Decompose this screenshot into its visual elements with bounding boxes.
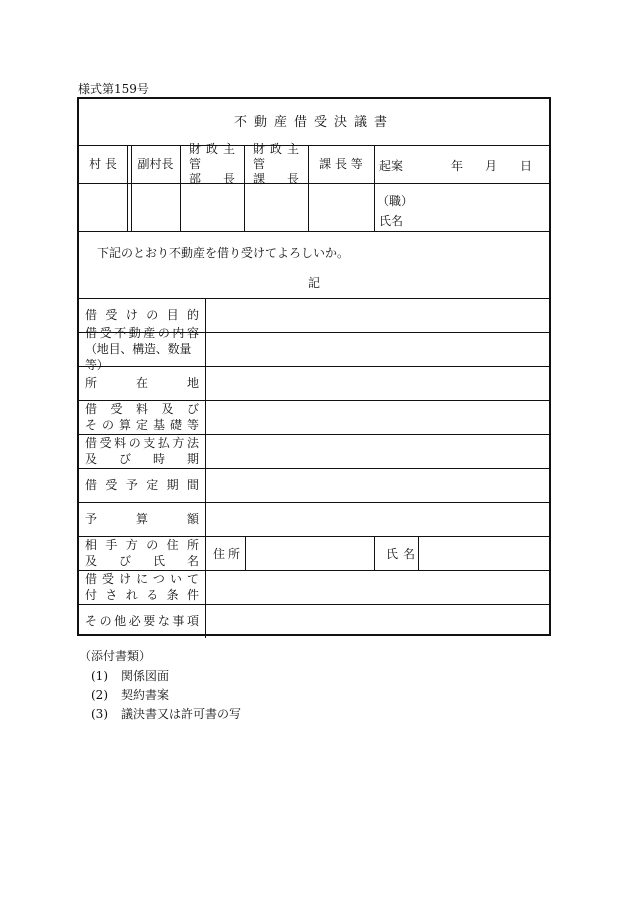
approval-col-line bbox=[374, 145, 375, 231]
attachment-item bbox=[79, 707, 241, 721]
lead-section bbox=[79, 231, 549, 299]
row-property-content bbox=[79, 326, 549, 372]
kian-month-label: 月 bbox=[485, 159, 498, 173]
row-rent-basis bbox=[79, 400, 549, 435]
row-label bbox=[79, 400, 206, 434]
header-finance-dept-line2: 部 長 bbox=[189, 171, 235, 186]
row-label-line: 所在地 bbox=[85, 376, 199, 390]
row-label-line: その算定基礎等 bbox=[85, 418, 199, 432]
row-value-field[interactable] bbox=[206, 400, 549, 434]
row-budget bbox=[79, 502, 549, 537]
header-deputy-village-head-label: 副村長 bbox=[137, 156, 174, 171]
header-village-head bbox=[79, 145, 127, 183]
row-label bbox=[79, 366, 206, 400]
row-counterparty bbox=[79, 536, 549, 571]
header-finance-dept-head bbox=[180, 141, 244, 186]
row-label bbox=[79, 604, 206, 638]
row-label bbox=[79, 570, 206, 604]
lead-text: 下記のとおり不動産を借り受けてよろしいか。 bbox=[97, 246, 350, 260]
attachment-number: (2) bbox=[91, 688, 108, 702]
row-value-field[interactable] bbox=[206, 332, 549, 366]
row-value-field[interactable] bbox=[206, 298, 549, 332]
detail-rows bbox=[79, 298, 549, 634]
counterparty-value bbox=[206, 536, 549, 570]
header-village-head-label: 村 長 bbox=[89, 156, 117, 171]
attachments-title: （添付書類） bbox=[79, 649, 152, 663]
approval-col-line bbox=[127, 145, 128, 231]
attachment-number: (1) bbox=[91, 669, 108, 683]
row-label-line: その他必要な事項 bbox=[85, 614, 199, 628]
row-conditions bbox=[79, 570, 549, 605]
attachment-number: (3) bbox=[91, 707, 108, 721]
header-section-heads bbox=[308, 145, 374, 183]
counterparty-name-label: 氏名 bbox=[386, 547, 421, 561]
row-value-field[interactable] bbox=[206, 570, 549, 604]
row-label-line: 及び時期 bbox=[85, 452, 199, 466]
approval-section bbox=[79, 141, 549, 232]
row-value-field[interactable] bbox=[206, 502, 549, 536]
row-label-line: 相手方の住所 bbox=[85, 538, 199, 552]
row-label bbox=[79, 326, 206, 372]
header-finance-dept-line1: 財政主管 bbox=[189, 141, 235, 171]
drafter-name-label: 氏名 bbox=[379, 214, 404, 228]
form-title: 不動産借受決議書 bbox=[79, 99, 549, 146]
header-section-heads-label: 課 長 等 bbox=[319, 156, 363, 171]
row-label-line: 借受けについて bbox=[85, 572, 199, 586]
row-other-matters bbox=[79, 604, 549, 638]
ki-heading: 記 bbox=[307, 276, 320, 290]
approval-divider bbox=[79, 183, 549, 184]
attachments bbox=[79, 649, 241, 726]
row-location bbox=[79, 366, 549, 401]
header-finance-section-head bbox=[244, 141, 308, 186]
row-value-field[interactable] bbox=[206, 604, 549, 638]
kian-day-label: 日 bbox=[520, 159, 533, 173]
header-deputy-village-head bbox=[131, 145, 180, 183]
resolution-form bbox=[77, 97, 551, 636]
kian-year-label: 年 bbox=[451, 159, 464, 173]
attachment-text: 関係図面 bbox=[121, 669, 170, 683]
row-label-line: 借受不動産の内容 bbox=[85, 326, 199, 340]
row-value-field[interactable] bbox=[206, 468, 549, 502]
attachment-text: 議決書又は許可書の写 bbox=[121, 707, 242, 721]
row-label bbox=[79, 536, 206, 570]
row-label-line: 予算額 bbox=[85, 512, 199, 526]
counterparty-address-field[interactable] bbox=[245, 536, 375, 570]
row-label-line: 及び氏名 bbox=[85, 554, 199, 568]
row-payment-method bbox=[79, 434, 549, 469]
row-value-field[interactable] bbox=[206, 434, 549, 468]
row-label bbox=[79, 434, 206, 468]
attachment-item bbox=[79, 688, 241, 702]
header-finance-section-line1: 財政主管 bbox=[253, 141, 299, 171]
row-label-line: 借受けの目的 bbox=[85, 308, 199, 322]
position-label: （職） bbox=[377, 194, 414, 208]
row-period bbox=[79, 468, 549, 503]
row-label-line: 付される条件 bbox=[85, 588, 199, 602]
form-number: 様式第159号 bbox=[78, 82, 149, 96]
row-label bbox=[79, 468, 206, 502]
counterparty-address-label: 住所 bbox=[213, 547, 244, 561]
attachment-text: 契約書案 bbox=[121, 688, 170, 702]
header-finance-section-line2: 課 長 bbox=[253, 171, 299, 186]
attachment-item bbox=[79, 669, 241, 683]
row-label-line: （地目、構造、数量等） bbox=[85, 342, 192, 372]
row-value-field[interactable] bbox=[206, 366, 549, 400]
row-label-line: 借受料及び bbox=[85, 402, 199, 416]
kian-label: 起案 bbox=[379, 159, 404, 173]
row-label-line: 借受予定期間 bbox=[85, 478, 199, 492]
counterparty-name-field[interactable] bbox=[418, 536, 549, 570]
row-label-line: 借受料の支払方法 bbox=[85, 436, 199, 450]
row-label bbox=[79, 502, 206, 536]
